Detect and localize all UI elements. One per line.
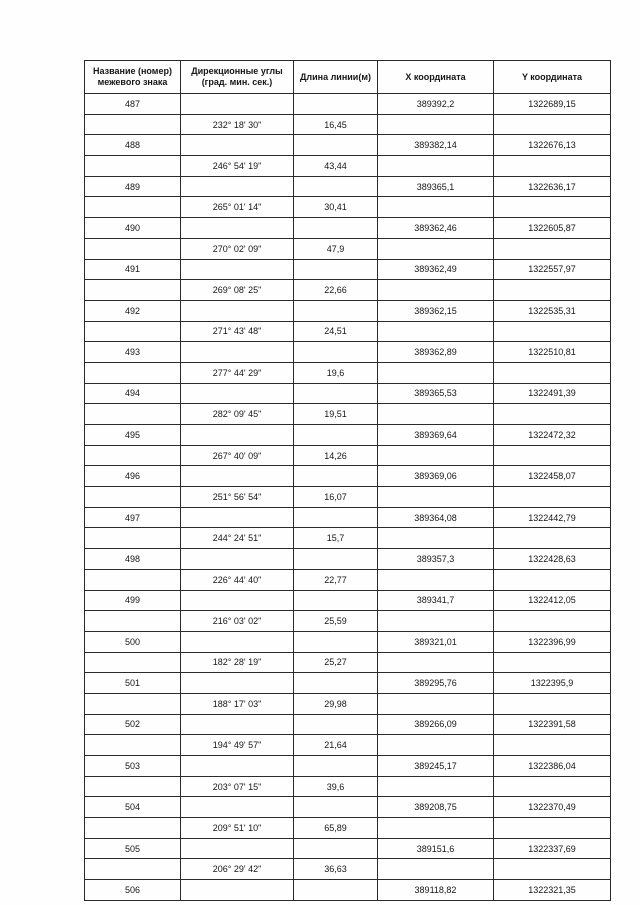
bearing-angle-cell: 269° 08' 25" [181, 280, 294, 301]
point-row [85, 797, 611, 818]
y-coordinate-cell [494, 362, 611, 383]
point-number-cell [85, 445, 181, 466]
segment-row [85, 776, 611, 797]
point-row [85, 259, 611, 280]
x-coordinate-cell [378, 569, 494, 590]
bearing-angle-cell [181, 714, 294, 735]
line-length-cell: 43,44 [294, 156, 378, 177]
point-number-cell: 505 [85, 838, 181, 859]
bearing-angle-cell: 203° 07' 15" [181, 776, 294, 797]
bearing-angle-cell [181, 383, 294, 404]
line-length-cell: 24,51 [294, 321, 378, 342]
x-coordinate-cell: 389369,64 [378, 425, 494, 446]
point-number-cell: 506 [85, 880, 181, 901]
segment-row [85, 321, 611, 342]
point-number-cell: 500 [85, 631, 181, 652]
x-coordinate-cell [378, 156, 494, 177]
line-length-cell: 15,7 [294, 528, 378, 549]
y-coordinate-cell: 1322510,81 [494, 342, 611, 363]
header-bearing-angles-line-1: Дирекционные углы [191, 66, 283, 76]
line-length-cell: 14,26 [294, 445, 378, 466]
y-coordinate-cell [494, 404, 611, 425]
point-row [85, 135, 611, 156]
line-length-cell: 19,6 [294, 362, 378, 383]
point-number-cell: 497 [85, 507, 181, 528]
y-coordinate-cell: 1322636,17 [494, 176, 611, 197]
segment-row [85, 114, 611, 135]
bearing-angle-cell [181, 631, 294, 652]
line-length-cell [294, 631, 378, 652]
x-coordinate-cell [378, 238, 494, 259]
line-length-cell: 36,63 [294, 859, 378, 880]
line-length-cell [294, 797, 378, 818]
y-coordinate-cell [494, 528, 611, 549]
point-number-cell [85, 818, 181, 839]
x-coordinate-cell: 389364,08 [378, 507, 494, 528]
point-number-cell: 491 [85, 259, 181, 280]
segment-row [85, 528, 611, 549]
bearing-angle-cell [181, 135, 294, 156]
header-y-coordinate [494, 61, 611, 94]
line-length-cell: 47,9 [294, 238, 378, 259]
point-row [85, 673, 611, 694]
x-coordinate-cell: 389151,6 [378, 838, 494, 859]
line-length-cell [294, 838, 378, 859]
x-coordinate-cell: 389266,09 [378, 714, 494, 735]
point-number-cell: 496 [85, 466, 181, 487]
x-coordinate-cell: 389245,17 [378, 756, 494, 777]
bearing-angle-cell [181, 300, 294, 321]
x-coordinate-cell: 389341,7 [378, 590, 494, 611]
segment-row [85, 156, 611, 177]
y-coordinate-cell [494, 652, 611, 673]
segment-row [85, 652, 611, 673]
line-length-cell: 16,07 [294, 487, 378, 508]
point-number-cell [85, 776, 181, 797]
x-coordinate-cell: 389362,89 [378, 342, 494, 363]
point-number-cell [85, 321, 181, 342]
x-coordinate-cell [378, 859, 494, 880]
point-number-cell: 498 [85, 549, 181, 570]
line-length-cell: 30,41 [294, 197, 378, 218]
y-coordinate-cell: 1322337,69 [494, 838, 611, 859]
header-y-coordinate-text: Y координата [521, 71, 583, 82]
x-coordinate-cell: 389321,01 [378, 631, 494, 652]
x-coordinate-cell [378, 735, 494, 756]
x-coordinate-cell [378, 362, 494, 383]
line-length-cell [294, 342, 378, 363]
x-coordinate-cell [378, 197, 494, 218]
x-coordinate-cell: 389369,06 [378, 466, 494, 487]
bearing-angle-cell: 188° 17' 03" [181, 693, 294, 714]
x-coordinate-cell: 389362,49 [378, 259, 494, 280]
x-coordinate-cell: 389365,53 [378, 383, 494, 404]
y-coordinate-cell: 1322370,49 [494, 797, 611, 818]
line-length-cell [294, 300, 378, 321]
point-number-cell: 504 [85, 797, 181, 818]
bearing-angle-cell: 251° 56' 54" [181, 487, 294, 508]
segment-row [85, 280, 611, 301]
y-coordinate-cell: 1322605,87 [494, 218, 611, 239]
point-row [85, 176, 611, 197]
y-coordinate-cell [494, 569, 611, 590]
y-coordinate-cell [494, 693, 611, 714]
bearing-angle-cell: 226° 44' 40" [181, 569, 294, 590]
line-length-cell [294, 549, 378, 570]
bearing-angle-cell [181, 797, 294, 818]
bearing-angle-cell: 244° 24' 51" [181, 528, 294, 549]
x-coordinate-cell [378, 404, 494, 425]
line-length-cell: 16,45 [294, 114, 378, 135]
y-coordinate-cell: 1322396,99 [494, 631, 611, 652]
bearing-angle-cell: 194° 49' 57" [181, 735, 294, 756]
y-coordinate-cell: 1322428,63 [494, 549, 611, 570]
x-coordinate-cell [378, 321, 494, 342]
line-length-cell [294, 94, 378, 115]
bearing-angle-cell: 277° 44' 29" [181, 362, 294, 383]
point-row [85, 466, 611, 487]
line-length-cell [294, 880, 378, 901]
bearing-angle-cell [181, 549, 294, 570]
line-length-cell: 21,64 [294, 735, 378, 756]
y-coordinate-cell: 1322472,32 [494, 425, 611, 446]
segment-row [85, 693, 611, 714]
y-coordinate-cell [494, 445, 611, 466]
point-number-cell [85, 114, 181, 135]
x-coordinate-cell: 389382,14 [378, 135, 494, 156]
point-row [85, 549, 611, 570]
x-coordinate-cell: 389362,46 [378, 218, 494, 239]
point-row [85, 880, 611, 901]
y-coordinate-cell [494, 487, 611, 508]
table-body [85, 94, 611, 901]
line-length-cell: 65,89 [294, 818, 378, 839]
point-row [85, 300, 611, 321]
segment-row [85, 404, 611, 425]
point-row [85, 507, 611, 528]
point-number-cell [85, 611, 181, 632]
segment-row [85, 197, 611, 218]
y-coordinate-cell [494, 321, 611, 342]
bearing-angle-cell [181, 342, 294, 363]
y-coordinate-cell [494, 859, 611, 880]
point-row [85, 838, 611, 859]
bearing-angle-cell [181, 466, 294, 487]
y-coordinate-cell: 1322491,39 [494, 383, 611, 404]
line-length-cell: 19,51 [294, 404, 378, 425]
line-length-cell [294, 259, 378, 280]
line-length-cell: 29,98 [294, 693, 378, 714]
point-number-cell: 494 [85, 383, 181, 404]
bearing-angle-cell [181, 507, 294, 528]
segment-row [85, 238, 611, 259]
point-number-cell [85, 735, 181, 756]
line-length-cell [294, 218, 378, 239]
y-coordinate-cell [494, 280, 611, 301]
bearing-angle-cell [181, 673, 294, 694]
segment-row [85, 735, 611, 756]
bearing-angle-cell: 216° 03' 02" [181, 611, 294, 632]
line-length-cell [294, 590, 378, 611]
line-length-cell: 22,77 [294, 569, 378, 590]
line-length-cell [294, 466, 378, 487]
line-length-cell [294, 673, 378, 694]
bearing-angle-cell: 271° 43' 48" [181, 321, 294, 342]
bearing-angle-cell: 182° 28' 19" [181, 652, 294, 673]
line-length-cell [294, 714, 378, 735]
bearing-angle-cell [181, 756, 294, 777]
x-coordinate-cell: 389295,76 [378, 673, 494, 694]
header-x-coordinate [378, 61, 494, 94]
bearing-angle-cell: 232° 18' 30" [181, 114, 294, 135]
point-row [85, 756, 611, 777]
segment-row [85, 569, 611, 590]
y-coordinate-cell [494, 818, 611, 839]
segment-row [85, 445, 611, 466]
point-row [85, 714, 611, 735]
segment-row [85, 818, 611, 839]
y-coordinate-cell: 1322391,58 [494, 714, 611, 735]
y-coordinate-cell: 1322458,07 [494, 466, 611, 487]
header-x-coordinate-text: X координата [405, 71, 466, 82]
point-number-cell: 499 [85, 590, 181, 611]
y-coordinate-cell: 1322535,31 [494, 300, 611, 321]
y-coordinate-cell [494, 238, 611, 259]
bearing-angle-cell [181, 94, 294, 115]
point-number-cell: 495 [85, 425, 181, 446]
line-length-cell [294, 383, 378, 404]
line-length-cell: 25,59 [294, 611, 378, 632]
point-number-cell [85, 156, 181, 177]
point-number-cell [85, 362, 181, 383]
x-coordinate-cell [378, 114, 494, 135]
point-number-cell: 501 [85, 673, 181, 694]
point-number-cell: 493 [85, 342, 181, 363]
point-row [85, 94, 611, 115]
y-coordinate-cell: 1322557,97 [494, 259, 611, 280]
bearing-angle-cell: 282° 09' 45" [181, 404, 294, 425]
y-coordinate-cell: 1322676,13 [494, 135, 611, 156]
x-coordinate-cell [378, 445, 494, 466]
x-coordinate-cell: 389392,2 [378, 94, 494, 115]
line-length-cell: 22,66 [294, 280, 378, 301]
header-point-name [85, 61, 181, 94]
bearing-angle-cell: 265° 01' 14" [181, 197, 294, 218]
x-coordinate-cell [378, 611, 494, 632]
point-row [85, 218, 611, 239]
line-length-cell [294, 425, 378, 446]
point-number-cell: 492 [85, 300, 181, 321]
segment-row [85, 487, 611, 508]
point-number-cell: 489 [85, 176, 181, 197]
segment-row [85, 859, 611, 880]
bearing-angle-cell: 270° 02' 09" [181, 238, 294, 259]
point-number-cell [85, 652, 181, 673]
header-point-name-line-2: межевого знака [97, 77, 168, 87]
point-number-cell: 487 [85, 94, 181, 115]
line-length-cell: 39,6 [294, 776, 378, 797]
point-row [85, 383, 611, 404]
line-length-cell [294, 176, 378, 197]
x-coordinate-cell [378, 487, 494, 508]
y-coordinate-cell: 1322321,35 [494, 880, 611, 901]
point-row [85, 342, 611, 363]
y-coordinate-cell [494, 611, 611, 632]
y-coordinate-cell: 1322412,05 [494, 590, 611, 611]
bearing-angle-cell [181, 880, 294, 901]
point-number-cell [85, 197, 181, 218]
point-number-cell [85, 280, 181, 301]
table-header [85, 61, 611, 94]
y-coordinate-cell [494, 735, 611, 756]
point-row [85, 425, 611, 446]
x-coordinate-cell [378, 280, 494, 301]
point-number-cell [85, 693, 181, 714]
header-line-length-text: Длина линии(м) [299, 71, 371, 82]
point-number-cell [85, 569, 181, 590]
y-coordinate-cell: 1322689,15 [494, 94, 611, 115]
y-coordinate-cell [494, 197, 611, 218]
segment-row [85, 611, 611, 632]
x-coordinate-cell: 389365,1 [378, 176, 494, 197]
line-length-cell [294, 507, 378, 528]
y-coordinate-cell [494, 156, 611, 177]
x-coordinate-cell [378, 652, 494, 673]
segment-row [85, 362, 611, 383]
bearing-angle-cell: 267° 40' 09" [181, 445, 294, 466]
point-number-cell: 503 [85, 756, 181, 777]
point-number-cell: 502 [85, 714, 181, 735]
point-number-cell [85, 528, 181, 549]
point-row [85, 631, 611, 652]
line-length-cell [294, 135, 378, 156]
y-coordinate-cell: 1322442,79 [494, 507, 611, 528]
y-coordinate-cell: 1322386,04 [494, 756, 611, 777]
header-line-length [294, 61, 378, 94]
header-point-name-line-1: Название (номер) [93, 66, 172, 76]
y-coordinate-cell [494, 114, 611, 135]
header-row [85, 61, 611, 94]
point-number-cell [85, 404, 181, 425]
y-coordinate-cell: 1322395,9 [494, 673, 611, 694]
x-coordinate-cell: 389208,75 [378, 797, 494, 818]
header-bearing-angles [181, 61, 294, 94]
bearing-angle-cell [181, 838, 294, 859]
bearing-angle-cell: 246° 54' 19" [181, 156, 294, 177]
bearing-angle-cell [181, 218, 294, 239]
x-coordinate-cell [378, 528, 494, 549]
bearing-angle-cell: 209° 51' 10" [181, 818, 294, 839]
bearing-angle-cell [181, 259, 294, 280]
line-length-cell: 25,27 [294, 652, 378, 673]
point-number-cell: 490 [85, 218, 181, 239]
point-number-cell: 488 [85, 135, 181, 156]
header-bearing-angles-line-2: (град. мин. сек.) [201, 77, 273, 87]
point-number-cell [85, 859, 181, 880]
x-coordinate-cell: 389118,82 [378, 880, 494, 901]
point-number-cell [85, 487, 181, 508]
y-coordinate-cell [494, 776, 611, 797]
x-coordinate-cell [378, 693, 494, 714]
x-coordinate-cell [378, 818, 494, 839]
boundary-points-table [84, 60, 611, 901]
bearing-angle-cell [181, 176, 294, 197]
x-coordinate-cell: 389357,3 [378, 549, 494, 570]
bearing-angle-cell: 206° 29' 42" [181, 859, 294, 880]
x-coordinate-cell: 389362,15 [378, 300, 494, 321]
point-row [85, 590, 611, 611]
bearing-angle-cell [181, 425, 294, 446]
bearing-angle-cell [181, 590, 294, 611]
point-number-cell [85, 238, 181, 259]
line-length-cell [294, 756, 378, 777]
x-coordinate-cell [378, 776, 494, 797]
